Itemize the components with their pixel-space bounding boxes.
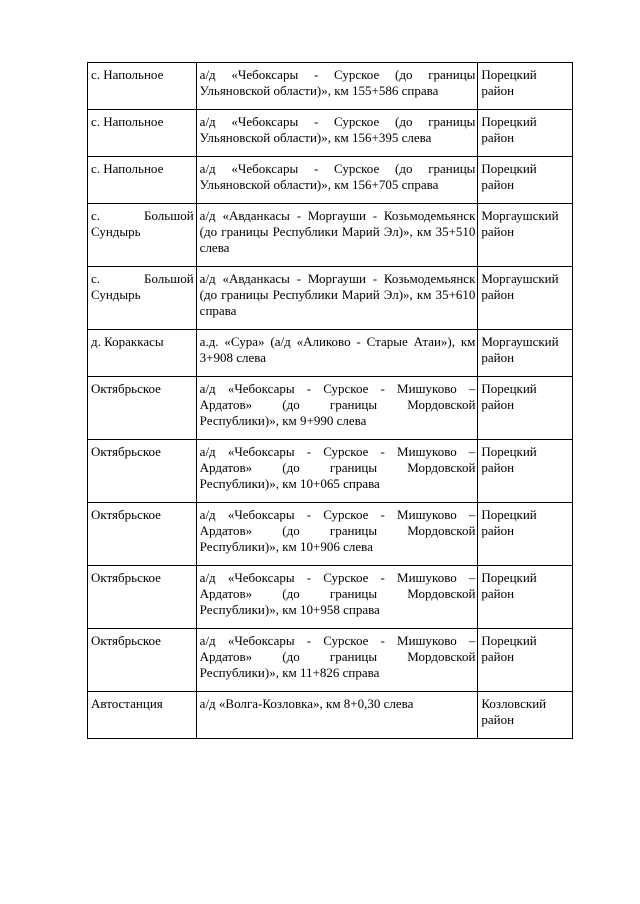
place-cell: Октябрьское [88,440,197,503]
road-cell: а.д. «Сура» (а/д «Аликово - Старые Атаи»), км 3+908 слева [196,330,478,377]
table-row [88,110,573,157]
table-row [88,157,573,204]
place-cell: Октябрьское [88,377,197,440]
table-body [88,63,573,739]
road-cell: а/д «Чебоксары - Сурское (до границы Ульяновской области)», км 156+395 слева [196,110,478,157]
road-cell: а/д «Чебоксары - Сурское - Мишуково – Ардатов» (до границы Мордовской Республики)», км 11+826 справа [196,629,478,692]
bus-stops-table [87,62,573,739]
table-row [88,566,573,629]
district-cell: Порецкий район [478,440,573,503]
road-cell: а/д «Чебоксары - Сурское (до границы Ульяновской области)», км 156+705 справа [196,157,478,204]
table-row [88,330,573,377]
table-row [88,267,573,330]
district-cell: Моргаушский район [478,204,573,267]
district-cell: Порецкий район [478,377,573,440]
district-cell: Порецкий район [478,63,573,110]
district-cell: Моргаушский район [478,330,573,377]
table-row [88,204,573,267]
district-cell: Порецкий район [478,110,573,157]
district-cell: Порецкий район [478,566,573,629]
place-cell: Автостанция [88,692,197,739]
road-cell: а/д «Чебоксары - Сурское - Мишуково – Ардатов» (до границы Мордовской Республики)», км 10+958 справа [196,566,478,629]
road-cell: а/д «Авданкасы - Моргауши - Козьмодемьянск (до границы Республики Марий Эл)», км 35+610 справа [196,267,478,330]
place-cell: с. Напольное [88,157,197,204]
road-cell: а/д «Чебоксары - Сурское (до границы Ульяновской области)», км 155+586 справа [196,63,478,110]
district-cell: Порецкий район [478,503,573,566]
place-cell: Октябрьское [88,566,197,629]
district-cell: Порецкий район [478,629,573,692]
district-cell: Моргаушский район [478,267,573,330]
place-cell: с. Большой Сундырь [88,267,197,330]
table-row [88,63,573,110]
road-cell: а/д «Чебоксары - Сурское - Мишуково – Ардатов» (до границы Мордовской Республики)», км 10+906 слева [196,503,478,566]
table-row [88,629,573,692]
table-row [88,440,573,503]
road-cell: а/д «Чебоксары - Сурское - Мишуково – Ардатов» (до границы Мордовской Республики)», км 9+990 слева [196,377,478,440]
road-cell: а/д «Чебоксары - Сурское - Мишуково – Ардатов» (до границы Мордовской Республики)», км 10+065 справа [196,440,478,503]
place-cell: Октябрьское [88,629,197,692]
table-row [88,377,573,440]
place-cell: д. Кораккасы [88,330,197,377]
table-row [88,692,573,739]
place-cell: с. Напольное [88,110,197,157]
district-cell: Порецкий район [478,157,573,204]
place-cell: Октябрьское [88,503,197,566]
road-cell: а/д «Волга-Козловка», км 8+0,30 слева [196,692,478,739]
place-cell: с. Большой Сундырь [88,204,197,267]
district-cell: Козловский район [478,692,573,739]
table-row [88,503,573,566]
place-cell: с. Напольное [88,63,197,110]
road-cell: а/д «Авданкасы - Моргауши - Козьмодемьянск (до границы Республики Марий Эл)», км 35+510 слева [196,204,478,267]
